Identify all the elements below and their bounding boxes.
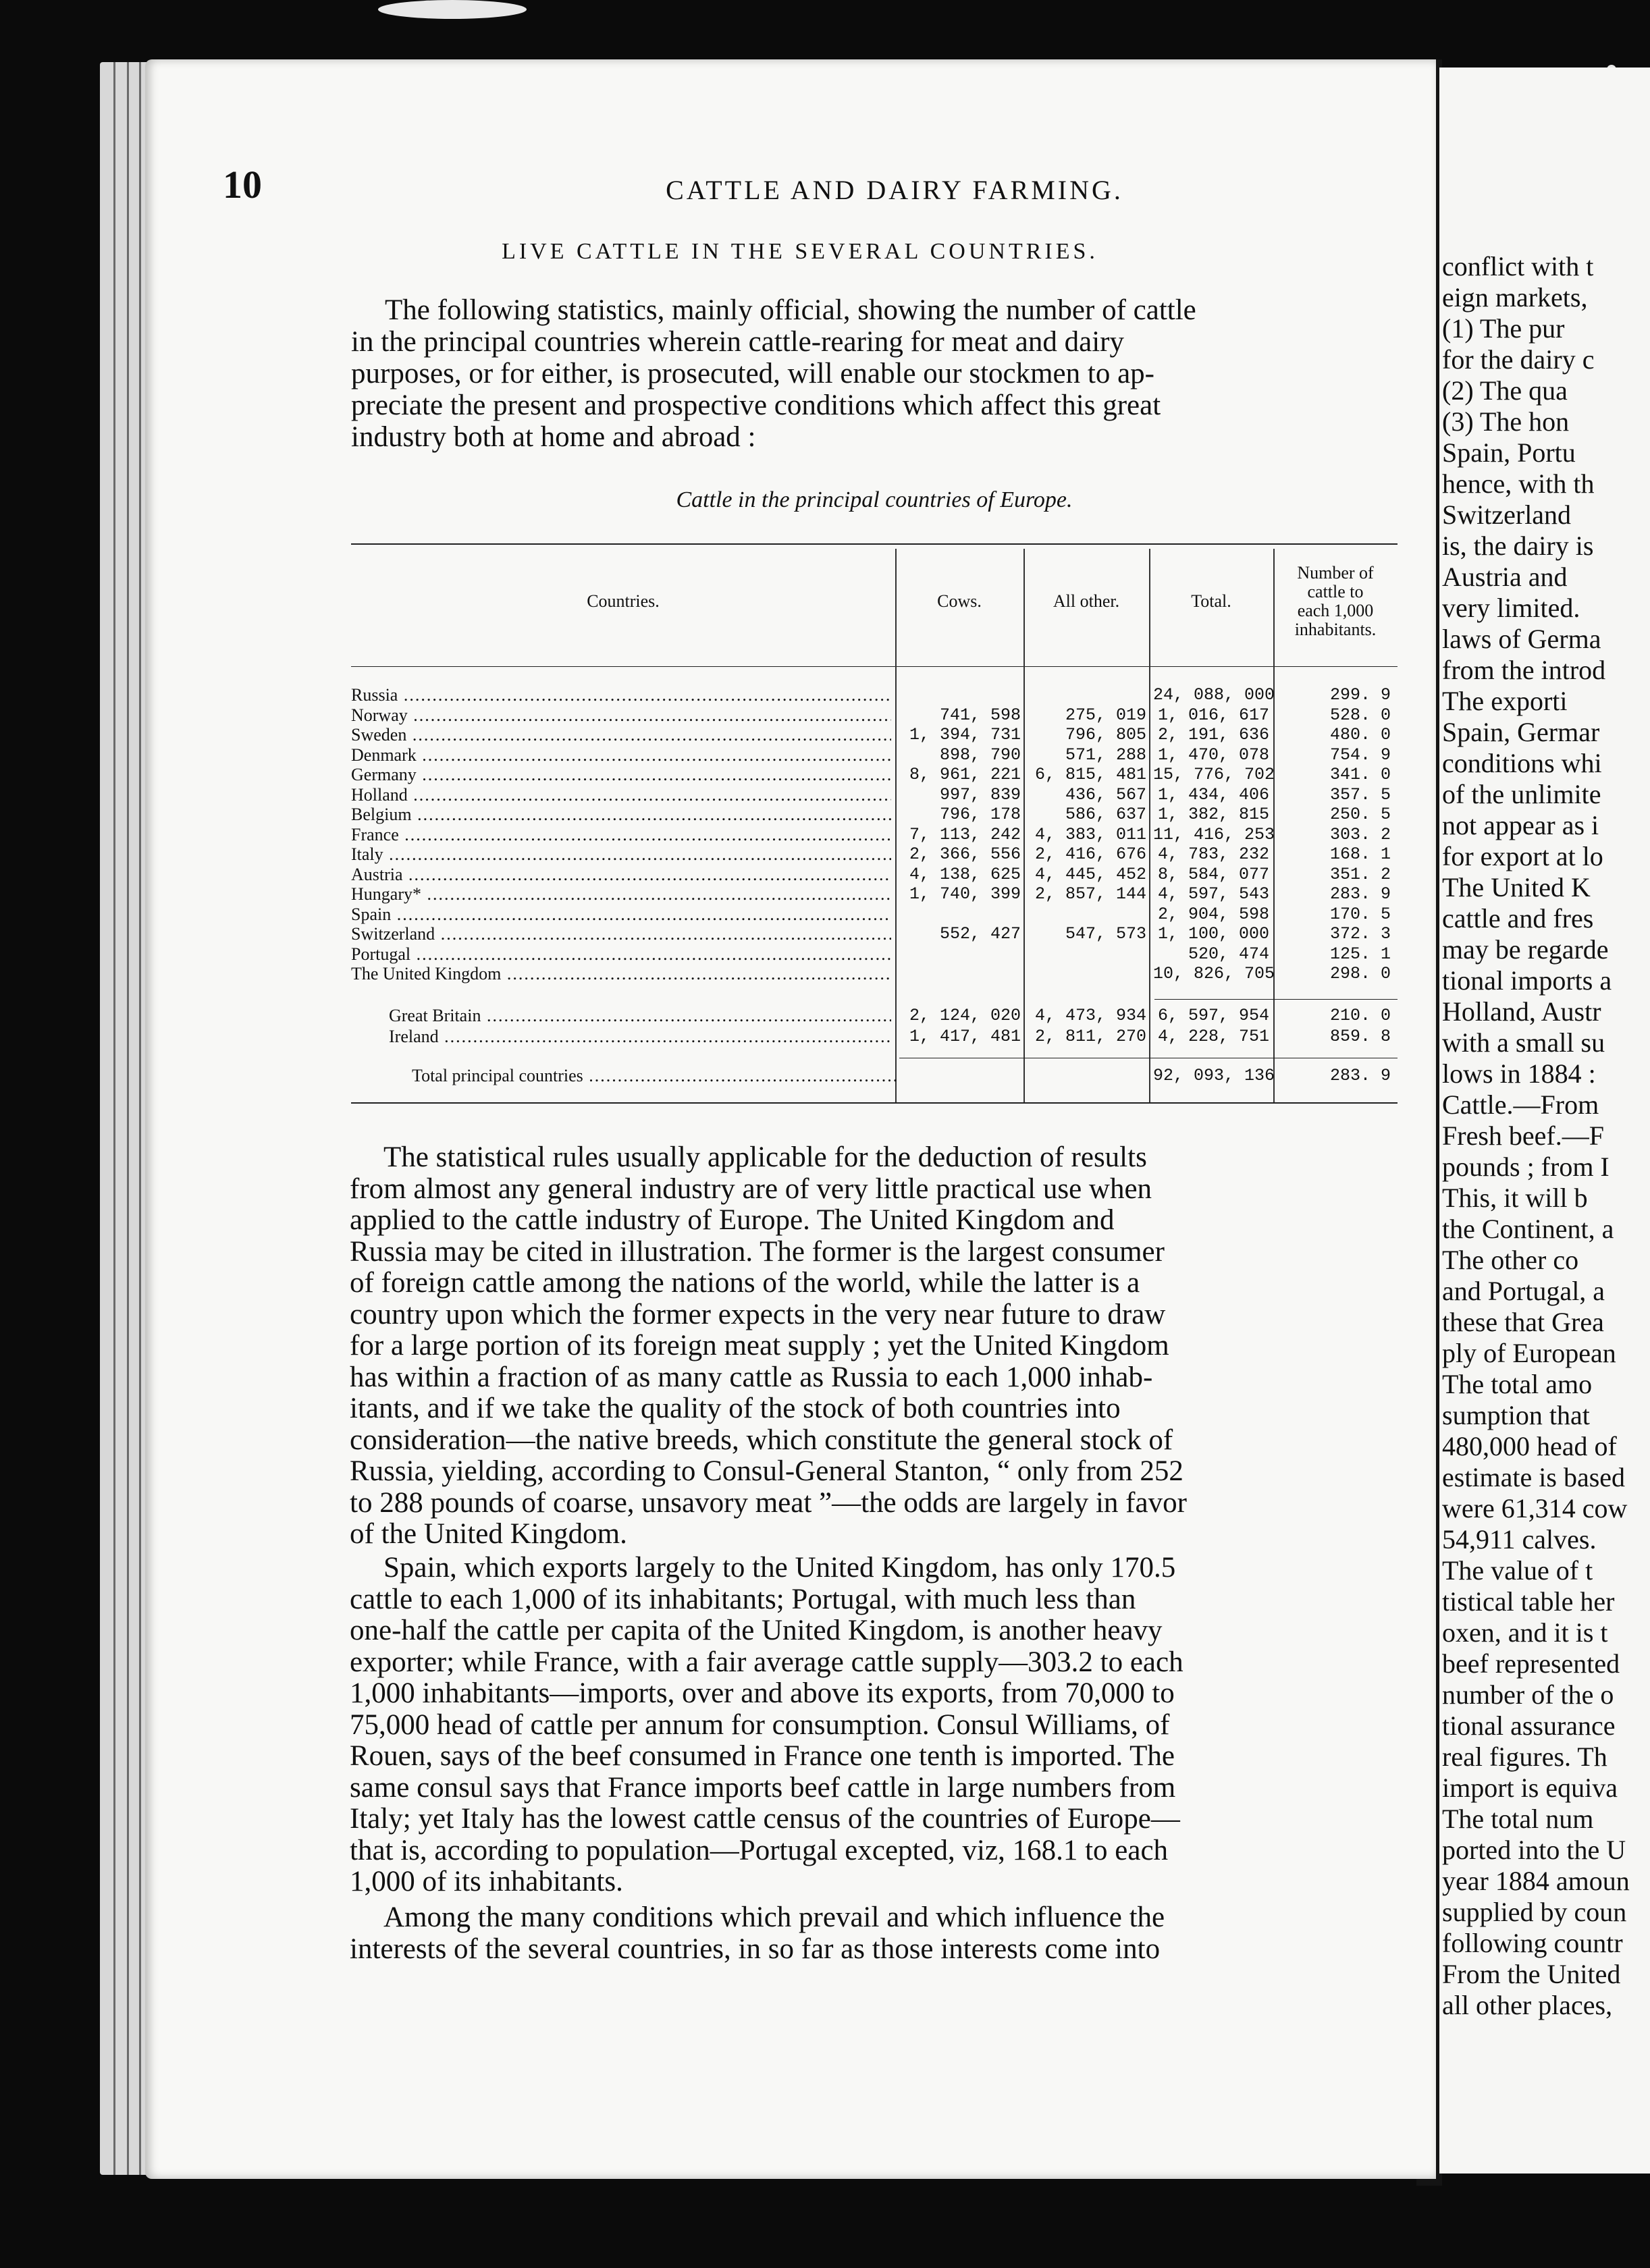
text-line: applied to the cattle industry of Europe. The United Kingdom and	[350, 1205, 1115, 1236]
running-head: CATTLE AND DAIRY FARMING.	[666, 175, 1123, 205]
paragraph-2	[350, 1552, 1389, 1898]
text-line: Among the many conditions which prevail and which influence the	[383, 1902, 1165, 1933]
per-1000-cell: 170. 5	[1329, 904, 1391, 924]
text-line: 54,911 calves.	[1442, 1524, 1597, 1555]
country-cell: Austria .....	[351, 865, 891, 885]
cows-cell: 1, 417, 481	[909, 1027, 1021, 1046]
table-caption: Cattle in the principal countries of Europe.	[676, 487, 1073, 512]
cows-cell: 898, 790	[939, 745, 1021, 765]
country-cell: Spain .....	[351, 905, 891, 925]
total-cell: 11, 416, 253	[1153, 824, 1275, 844]
header-per-1000	[1273, 564, 1398, 639]
cows-cell: 2, 366, 556	[909, 844, 1021, 864]
total-cell: 1, 382, 815	[1157, 805, 1269, 824]
country-cell: Switzerland .....	[351, 924, 891, 944]
table-row	[351, 745, 1398, 765]
text-line: 1,000 of its inhabitants.	[350, 1866, 623, 1897]
uk-split-rule	[1154, 999, 1398, 1000]
text-line: Cattle.—From	[1442, 1089, 1599, 1120]
text-line: itants, and if we take the quality of the stock of both countries into	[350, 1393, 1121, 1424]
all-other-cell: 2, 811, 270	[1034, 1027, 1146, 1046]
text-line: all other places,	[1442, 1990, 1613, 2020]
table-row	[351, 924, 1398, 944]
cattle-table	[351, 537, 1398, 1112]
all-other-cell: 586, 637	[1065, 805, 1146, 824]
text-line: 480,000 head of	[1442, 1431, 1617, 1461]
text-line: cattle to each 1,000 of its inhabitants; Portugal, with much less than	[350, 1584, 1136, 1615]
per-1000-cell: 351. 2	[1329, 864, 1391, 884]
cows-cell: 8, 961, 221	[909, 765, 1021, 784]
text-line: Russia may be cited in illustration. The former is the largest consumer	[350, 1236, 1165, 1268]
text-line: purposes, or for either, is prosecuted, will enable our stockmen to ap-	[351, 358, 1154, 389]
text-line: of the United Kingdom.	[350, 1519, 627, 1550]
text-line: laws of Germa	[1442, 624, 1601, 654]
text-line: oxen, and it is t	[1442, 1617, 1608, 1648]
per-1000-cell: 283. 9	[1329, 1066, 1391, 1085]
per-1000-cell: 125. 1	[1329, 944, 1391, 964]
text-line: tional imports a	[1442, 965, 1612, 996]
text-line: from almost any general industry are of very little practical use when	[350, 1173, 1152, 1205]
text-line: to 288 pounds of coarse, unsavory meat ”—the odds are largely in favor	[350, 1487, 1187, 1519]
text-line: The exporti	[1442, 686, 1568, 716]
text-line: Russia, yielding, according to Consul-General Stanton, “ only from 252	[350, 1456, 1183, 1487]
header-line: Number of	[1297, 563, 1374, 583]
total-cell: 2, 191, 636	[1157, 725, 1269, 745]
text-line: beef represented	[1442, 1648, 1620, 1679]
paragraph-1	[350, 1142, 1389, 1550]
text-line: The total num	[1442, 1804, 1594, 1834]
country-cell: Portugal .....	[351, 944, 891, 965]
text-line: eign markets,	[1442, 282, 1588, 313]
text-line: The value of t	[1442, 1555, 1593, 1586]
all-other-cell: 6, 815, 481	[1034, 765, 1146, 784]
text-line: not appear as i	[1442, 810, 1599, 840]
all-other-cell: 4, 383, 011	[1034, 824, 1146, 844]
all-other-cell: 2, 857, 144	[1034, 884, 1146, 904]
text-line: The United K	[1442, 872, 1591, 902]
text-line: interests of the several countries, in so far as those interests come into	[350, 1933, 1161, 1965]
header-rule	[351, 666, 1398, 667]
country-cell: Great Britain .....	[389, 1006, 891, 1026]
text-line: for export at lo	[1442, 841, 1603, 871]
text-line: (1) The pur	[1442, 313, 1565, 344]
text-line: same consul says that France imports beef cattle in large numbers from	[350, 1772, 1176, 1804]
section-title: LIVE CATTLE IN THE SEVERAL COUNTRIES.	[502, 239, 1098, 264]
table-top-rule	[351, 543, 1398, 545]
total-cell: 10, 826, 705	[1153, 964, 1275, 983]
table-row	[351, 685, 1398, 705]
text-line: these that Grea	[1442, 1307, 1604, 1337]
text-line: Austria and	[1442, 562, 1568, 592]
text-line: Spain, which exports largely to the United Kingdom, has only 170.5	[383, 1552, 1176, 1584]
text-line: country upon which the former expects in the very near future to draw	[350, 1299, 1166, 1330]
text-line: pounds ; from I	[1442, 1152, 1609, 1182]
text-line: with a small su	[1442, 1027, 1605, 1058]
text-line: (2) The qua	[1442, 375, 1568, 406]
all-other-cell: 547, 573	[1065, 924, 1146, 944]
text-line: conflict with t	[1442, 251, 1594, 281]
text-line: were 61,314 cow	[1442, 1493, 1628, 1523]
text-line: Spain, Germar	[1442, 717, 1600, 747]
cows-cell: 7, 113, 242	[909, 824, 1021, 844]
all-other-cell: 4, 445, 452	[1034, 864, 1146, 884]
text-line: of foreign cattle among the nations of the world, while the latter is a	[350, 1268, 1140, 1299]
table-row	[351, 765, 1398, 785]
text-line: import is equiva	[1442, 1773, 1618, 1803]
text-line: for a large portion of its foreign meat supply ; yet the United Kingdom	[350, 1330, 1169, 1361]
cows-cell: 1, 394, 731	[909, 725, 1021, 745]
total-cell: 1, 470, 078	[1157, 745, 1269, 765]
total-cell: 8, 584, 077	[1157, 864, 1269, 884]
all-other-cell: 571, 288	[1065, 745, 1146, 765]
table-row	[351, 844, 1398, 865]
total-cell: 2, 904, 598	[1157, 904, 1269, 924]
facing-page-text	[1442, 251, 1630, 2021]
total-cell: 15, 776, 702	[1153, 765, 1275, 784]
cows-cell: 997, 839	[939, 784, 1021, 805]
text-line: real figures. Th	[1442, 1742, 1607, 1772]
country-cell: Germany .....	[351, 765, 891, 785]
header-line: inhabitants.	[1294, 620, 1377, 639]
table-row	[351, 825, 1398, 845]
text-line: The statistical rules usually applicable for the deduction of results	[383, 1142, 1147, 1173]
country-cell: France .....	[351, 825, 891, 845]
country-cell: Norway .....	[351, 705, 891, 726]
country-cell: Belgium .....	[351, 805, 891, 825]
country-cell: Russia .....	[351, 685, 891, 705]
country-cell: The United Kingdom .....	[351, 964, 891, 984]
text-line: The total amo	[1442, 1369, 1593, 1399]
cows-cell: 741, 598	[939, 705, 1021, 725]
text-line: ported into the U	[1442, 1835, 1626, 1865]
table-row	[351, 884, 1398, 905]
text-line: number of the o	[1442, 1679, 1614, 1710]
table-row	[351, 805, 1398, 825]
text-line: consideration—the native breeds, which constitute the general stock of	[350, 1424, 1173, 1456]
text-line: The following statistics, mainly official, showing the number of cattle	[385, 294, 1196, 326]
text-line: year 1884 amoun	[1442, 1866, 1630, 1896]
text-line: Italy; yet Italy has the lowest cattle census of the countries of Europe—	[350, 1804, 1180, 1835]
text-line: of the unlimite	[1442, 779, 1601, 809]
total-cell: 1, 016, 617	[1157, 705, 1269, 725]
country-cell: Hungary* .....	[351, 884, 891, 905]
cows-cell: 1, 740, 399	[909, 884, 1021, 904]
table-row	[351, 785, 1398, 805]
paragraph-3	[350, 1902, 1389, 1965]
per-1000-cell: 341. 0	[1329, 765, 1391, 784]
table-row	[351, 725, 1398, 745]
text-line: ply of European	[1442, 1338, 1616, 1368]
country-cell: Ireland .....	[389, 1027, 891, 1047]
header-line: each 1,000	[1297, 601, 1374, 620]
text-line: The other co	[1442, 1245, 1579, 1275]
text-line: for the dairy c	[1442, 344, 1595, 375]
header-line: cattle to	[1307, 582, 1364, 601]
text-line: estimate is based	[1442, 1462, 1626, 1492]
total-cell: 4, 597, 543	[1157, 884, 1269, 904]
text-line: very limited.	[1442, 593, 1580, 623]
text-line: preciate the present and prospective conditions which affect this great	[351, 389, 1161, 421]
total-row	[351, 1066, 1398, 1086]
all-other-cell: 2, 416, 676	[1034, 844, 1146, 864]
cows-cell: 796, 178	[939, 805, 1021, 824]
text-line: industry both at home and abroad :	[351, 421, 756, 453]
scan-speck	[378, 0, 527, 19]
per-1000-cell: 168. 1	[1329, 844, 1391, 864]
text-line: in the principal countries wherein cattle-rearing for meat and dairy	[351, 326, 1124, 358]
total-cell: 4, 228, 751	[1157, 1027, 1269, 1046]
table-row	[351, 905, 1398, 925]
intro-paragraph	[351, 294, 1398, 453]
header-total: Total.	[1191, 591, 1231, 611]
per-1000-cell: 357. 5	[1329, 784, 1391, 805]
text-line: conditions whi	[1442, 748, 1602, 778]
total-label: Total principal countries .....	[412, 1066, 898, 1086]
all-other-cell: 436, 567	[1065, 784, 1146, 805]
cows-cell: 4, 138, 625	[909, 864, 1021, 884]
all-other-cell: 796, 805	[1065, 725, 1146, 745]
per-1000-cell: 299. 9	[1329, 685, 1391, 705]
table-row	[351, 865, 1398, 885]
text-line: hence, with th	[1442, 468, 1595, 499]
text-line: that is, according to population—Portugal excepted, viz, 168.1 to each	[350, 1835, 1169, 1866]
country-cell: Denmark .....	[351, 745, 891, 765]
header-countries: Countries.	[587, 591, 660, 611]
text-line: may be regarde	[1442, 934, 1609, 965]
total-cell: 24, 088, 000	[1153, 685, 1275, 705]
country-cell: Holland .....	[351, 785, 891, 805]
per-1000-cell: 210. 0	[1329, 1006, 1391, 1025]
total-cell: 6, 597, 954	[1157, 1006, 1269, 1025]
text-line: one-half the cattle per capita of the United Kingdom, is another heavy	[350, 1615, 1163, 1646]
country-cell: Italy .....	[351, 844, 891, 865]
total-cell: 92, 093, 136	[1153, 1066, 1275, 1085]
text-line: following countr	[1442, 1928, 1623, 1958]
text-line: has within a fraction of as many cattle as Russia to each 1,000 inhab-	[350, 1361, 1153, 1393]
table-bottom-rule	[351, 1102, 1398, 1104]
per-1000-cell: 250. 5	[1329, 805, 1391, 824]
text-line: supplied by coun	[1442, 1897, 1627, 1927]
text-line: sumption that	[1442, 1400, 1590, 1430]
total-cell: 520, 474	[1188, 944, 1269, 964]
all-other-cell: 275, 019	[1065, 705, 1146, 725]
per-1000-cell: 372. 3	[1329, 924, 1391, 944]
text-line: from the introd	[1442, 655, 1606, 685]
per-1000-cell: 283. 9	[1329, 884, 1391, 904]
text-line: tional assurance	[1442, 1710, 1616, 1741]
text-line: and Portugal, a	[1442, 1276, 1605, 1306]
page-number: 10	[223, 163, 262, 207]
text-line: exporter; while France, with a fair average cattle supply—303.2 to each	[350, 1646, 1183, 1678]
header-cows: Cows.	[937, 591, 982, 611]
total-cell: 1, 100, 000	[1157, 924, 1269, 944]
text-line: 1,000 inhabitants—imports, over and above its exports, from 70,000 to	[350, 1678, 1175, 1709]
text-line: Fresh beef.—F	[1442, 1120, 1604, 1151]
all-other-cell: 4, 473, 934	[1034, 1006, 1146, 1025]
per-1000-cell: 754. 9	[1329, 745, 1391, 765]
text-line: Switzerland	[1442, 500, 1572, 530]
text-line: This, it will b	[1442, 1183, 1588, 1213]
per-1000-cell: 303. 2	[1329, 824, 1391, 844]
per-1000-cell: 528. 0	[1329, 705, 1391, 725]
table-row	[351, 705, 1398, 726]
text-line: Spain, Portu	[1442, 437, 1576, 468]
table-row	[351, 944, 1398, 965]
header-all-other: All other.	[1053, 591, 1120, 611]
text-line: From the United	[1442, 1959, 1621, 1989]
table-row	[351, 1027, 1398, 1047]
cows-cell: 2, 124, 020	[909, 1006, 1021, 1025]
text-line: 75,000 head of cattle per annum for consumption. Consul Williams, of	[350, 1709, 1170, 1741]
text-line: the Continent, a	[1442, 1214, 1614, 1244]
table-row	[351, 964, 1398, 984]
text-line: is, the dairy is	[1442, 531, 1594, 561]
per-1000-cell: 480. 0	[1329, 725, 1391, 745]
cows-cell: 552, 427	[939, 924, 1021, 944]
text-line: tistical table her	[1442, 1586, 1615, 1617]
text-line: cattle and fres	[1442, 903, 1594, 934]
per-1000-cell: 298. 0	[1329, 964, 1391, 983]
text-line: (3) The hon	[1442, 406, 1570, 437]
text-line: Rouen, says of the beef consumed in France one tenth is imported. The	[350, 1741, 1175, 1772]
country-cell: Sweden .....	[351, 725, 891, 745]
total-cell: 1, 434, 406	[1157, 784, 1269, 805]
text-line: Holland, Austr	[1442, 996, 1601, 1027]
text-line: lows in 1884 :	[1442, 1058, 1596, 1089]
total-cell: 4, 783, 232	[1157, 844, 1269, 864]
per-1000-cell: 859. 8	[1329, 1027, 1391, 1046]
table-row	[351, 1006, 1398, 1026]
